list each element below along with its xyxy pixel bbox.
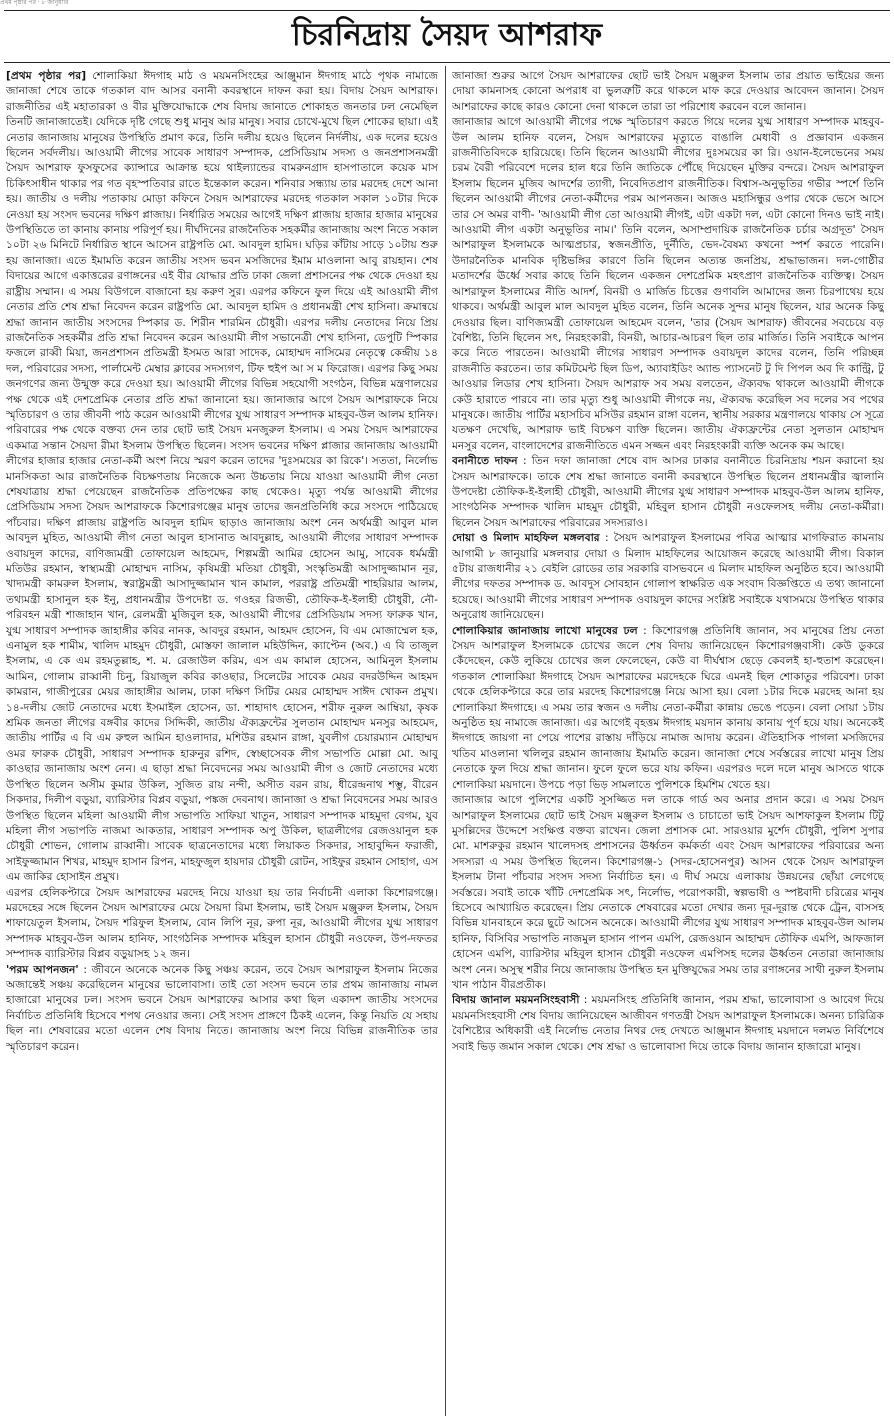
subheading: দোয়া ও মিলাদ মাহফিল মঙ্গলবার — [452, 531, 600, 545]
paragraph-text: জানাজা শুরুর আগে সৈয়দ আশরাফের ছোট ভাই সৈয়দ মঞ্জুরুল ইসলাম তার প্রয়াত ভাইয়ের জন্য দোয়া কামনাসহ কোনো অপরাধ বা ভুলত্রুটি করে থাকলে মাফ করে দেওয়ার আবেদন জানান। সৈয়দ আশরাফের কাছে কারও কোনো দেনা থাকলে তারা তা পরিশোধ করবেন বলে জানান। — [452, 69, 884, 113]
headline-rule — [4, 62, 890, 63]
paragraph — [6, 68, 438, 885]
paragraph-text: : সৈয়দ আশরাফুল ইসলামের পবিত্র আত্মার মাগফিরাত কামনায় আগামী ৮ জানুয়ারি মঙ্গলবার দোয়া ও মিলাদ মাহফিলের আয়োজন করেছে আওয়ামী লীগ। বিকাল ৫টায় রাজধানীর ২১ বেইলি রোডের তার সরকারি বাসভবনে এ মিলাদ মাহফিল অনুষ্ঠিত হবে। আওয়ামী লীগের দফতর সম্পাদক ড. আবদুস সোবহান গোলাপ স্বাক্ষরিত এক সংবাদ বিজ্ঞপ্তিতে এ তথ্য জানানো হয়েছে। আওয়ামী লীগের সাধারণ সম্পাদক ওবায়দুল কাদের সংশ্লিষ্ট সবাইকে যথাসময়ে উপস্থিত থাকার অনুরোধ জানিয়েছেন। — [452, 531, 884, 622]
paragraph — [6, 962, 438, 1054]
paragraph-text: : কিশোরগঞ্জ প্রতিনিধি জানান, সব মানুষের প্রিয় নেতা সৈয়দ আশরাফুল ইসলামকে চোখের জলে শেষ বিদায় জানিয়েছেন কিশোরগঞ্জবাসী। কেউ ডুকরে কেঁদেছেন, কেউ লুকিয়ে চোখের জল ফেলেছেন, কেউ বা দীর্ঘশ্বাস ছেড়ে কেবলই হা-হুতাশ করেছেন। গতকাল শোলাকিয়া ঈদগাহে সৈয়দ আশরাফের মরদেহকে ঘিরে এমনই ছিল শোকাতুর পরিবেশ। ঢাকা থেকে হেলিকপ্টারে করে তার মরদেহ কিশোরগঞ্জে নিয়ে আসা হয়। বেলা ১টার দিকে মরদেহ আনা হয় শোলাকিয়া ঈদগাহে। এ সময় তার স্বজন ও দলীয় নেতা-কর্মীরা কান্নায় ভেঙে পড়েন। বেলা সোয়া ১টায় অনুষ্ঠিত হয় নামাজে জানাজা। এর আগেই বৃহত্তম ঈদগাহ ময়দান কানায় কানায় পূর্ণ হয়ে যায়। অনেকেই ঈদগাহে জায়গা না পেয়ে পাশের রাস্তায় দাঁড়িয়ে নামাজ আদায় করেন। ঐতিহাসিক পাগলা মসজিদের খতিব মাওলানা খলিলুর রহমান জানাজায় ইমামতি করেন। জানাজা শেষে সর্বস্তরের লাখো মানুষ প্রিয় নেতাকে ফুল দিয়ে শ্রদ্ধা জানান। ফুলে ফুলে ভরে যায় কফিন। এরপরও দলে দলে মানুষ আসতে থাকে শোলাকিয়া ময়দানে। উপচে পড়া ভিড় সামলাতে পুলিশকে হিমশিম খেতে হয়। — [452, 623, 884, 791]
paragraph-text: এরপর হেলিকপ্টারে সৈয়দ আশরাফের মরদেহ নিয়ে যাওয়া হয় তার নির্বাচনী এলাকা কিশোরগঞ্জে। মরদেহের সঙ্গে ছিলেন সৈয়দ আশরাফের মেয়ে সৈয়দা রিমা ইসলাম, ভাই সৈয়দ মঞ্জুরুল ইসলাম, সৈয়দ শাফায়েতুল ইসলাম, সৈয়দ শরিফুল ইসলাম, বোন লিপি নূর, রুপা নূর, আওয়ামী লীগের যুগ্ম সাধারণ সম্পাদক মাহবুব-উল আলম হানিফ, সাংগঠনিক সম্পাদক মহিবুল হাসান চৌধুরী নওফেল, উপ-দফতর সম্পাদক ব্যারিস্টার বিপ্লব বড়ুয়াসহ ১২ জন। — [6, 885, 438, 961]
paragraph-text: : ময়মনসিংহ প্রতিনিধি জানান, পরম শ্রদ্ধা, ভালোবাসা ও আবেগ দিয়ে ময়মনসিংহবাসী শেষ বিদায় জানিয়েছেন আজীবন গণতন্ত্রী সৈয়দ আশরাফুল ইসলামকে। অনন্য চারিত্রিক বৈশিষ্ট্যের অধিকারী এই নির্লোভ নেতার নিথর দেহ দেখতে আঞ্জুমান ঈদগাহ ময়দানে দলমত নির্বিশেষে সবাই ভিড় জমান সকাল থেকে। শেষ শ্রদ্ধা ও ভালোবাসা দিয়ে তাকে বিদায় জানান হাজারো মানুষ। — [452, 993, 884, 1053]
top-rule — [4, 10, 890, 11]
top-strip: প্রথম পৃষ্ঠার পর · ৮ জানুয়ারি — [0, 0, 69, 6]
subheading: বিদায় জানাল ময়মনসিংহবাসী — [452, 993, 580, 1007]
article-column-left — [6, 68, 438, 1414]
headline: চিরনিদ্রায় সৈয়দ আশরাফ — [291, 17, 603, 53]
subheading: বনানীতে দাফন — [452, 454, 518, 468]
paragraph — [452, 453, 884, 530]
paragraph-text: জানাজার আগে পুলিশের একটি সুসজ্জিত দল তাকে গার্ড অব অনার প্রদান করে। এ সময় সৈয়দ আশরাফুল ইসলামের ছোট ভাই সৈয়দ মঞ্জুরুল ইসলাম ও চাচাতো ভাই সৈয়দ আশফাকুল ইসলাম টিটু মুসল্লিদের উদ্দেশে সংক্ষিপ্ত বক্তব্য রাখেন। জেলা প্রশাসক মো. সারওয়ার মুর্শেদ চৌধুরী, পুলিশ সুপার মো. মাশরুকুর রহমান খালেদসহ প্রশাসনের ঊর্ধ্বতন কর্মকর্তা এবং সৈয়দ আশরাফের পরিবারের অন্য সদস্যরা এ সময় উপস্থিত ছিলেন। কিশোরগঞ্জ-১ (সদর-হোসেনপুর) আসন থেকে সৈয়দ আশরাফুল ইসলাম টানা পাঁচবার সংসদ সদস্য নির্বাচিত হন। এ দীর্ঘ সময়ে এলাকায় উন্নয়নের ছোঁয়া লেগেছে সর্বস্তরে। সবাই তাকে খাঁটি দেশপ্রেমিক সৎ, নির্লোভ, পরোপকারী, স্বল্পভাষী ও স্পষ্টবাদী চরিত্রের মানুষ হিসেবে আখ্যায়িত করেছেন। প্রিয় নেতাকে শেষবারের মতো দেখার জন্য দূর-দূরান্ত থেকে ট্রেন, বাসসহ বিভিন্ন যানবাহনে করে ছুটে আসেন অনেকে। আওয়ামী লীগের যুগ্ম সাধারণ সম্পাদক মাহবুব-উল আলম হানিফ, বিসিবির সভাপতি নাজমুল হাসান পাপন এমপি, রেজওয়ান আহাম্মদ তৌফিক এমপি, আফজাল হোসেন এমপি, ব্যারিস্টার মহিবুল হাসান চৌধুরী নওফেল এমপিসহ দলের ঊর্ধ্বতন নেতারা জানাজায় অংশ নেন। অসুস্থ শরীর নিয়ে জানাজায় উপস্থিত হন মুক্তিযুদ্ধের সময় তার রণাঙ্গনের সাথী নুরুল ইসলাম খান পাঠান বীরপ্রতীক। — [452, 793, 884, 991]
paragraph — [6, 885, 438, 962]
paragraph-text: শোলাকিয়া ঈদগাহ মাঠ ও ময়মনসিংহের আঞ্জুমান ঈদগাহ মাঠে পৃথক নামাজে জানাজা শেষে তাকে গতকাল বাদ আসর বনানী কবরস্থানে দাফন করা হয়। বিদায় সৈয়দ আশরাফ। রাজনীতির এই মহাতারকা ও বীর মুক্তিযোদ্ধাকে শেষ বিদায় জানাতে শোকাহত জনতার ঢল নেমেছিল তিনটি জানাজাতেই। যেদিকে দৃষ্টি গেছে শুধু মানুষ আর মানুষ। সবার চোখে-মুখে ছিল শোকের ছায়া। এই নেতার জানাজায় মানুষের উপস্থিতি প্রমাণ করে, তিনি দলীয় হয়েও ছিলেন নির্দলীয়, এক দলের হয়েও ছিলেন সর্বদলীয়। আওয়ামী লীগের সাবেক সাধারণ সম্পাদক, প্রেসিডিয়াম সদস্য ও জনপ্রশাসনমন্ত্রী সৈয়দ আশরাফ ফুসফুসের ক্যান্সারে আক্রান্ত হয়ে থাইল্যান্ডের বামরুনগ্রাদ হাসপাতালে কয়েক মাস চিকিৎসাধীন থাকার পর গত বৃহস্পতিবার রাতে ইন্তেকাল করেন। শনিবার সন্ধ্যায় তার মরদেহ দেশে আনা হয়। জাতীয় ও দলীয় পতাকায় মোড়া কফিনে সৈয়দ আশরাফের মরদেহ গতকাল সকাল ১০টার দিকে নেওয়া হয় সংসদ ভবনের দক্ষিণ প্লাজায়। নির্ধারিত সময়ের আগেই দক্ষিণ প্লাজায় হাজার হাজার মানুষের উপস্থিতিতে তা কানায় কানায় পরিপূর্ণ হয়। দীর্ঘদিনের রাজনৈতিক সহকর্মীর জানাজায় অংশ নিতে সকাল ১০টা ২৬ মিনিটে নির্ধারিত স্থানে আসেন রাষ্ট্রপতি মো. আবদুল হামিদ। ঘড়ির কাঁটায় সাড়ে ১০টায় শুরু হয় জানাজা। এতে ইমামতি করেন জাতীয় সংসদ ভবন মসজিদের ইমাম মাওলানা আবু রায়হান। শেষ বিদায়ের আগে একাত্তরের রণাঙ্গনের এই বীর যোদ্ধার প্রতি ঢাকা জেলা প্রশাসনের পক্ষ থেকে দেওয়া হয় রাষ্ট্রীয় সম্মান। এ সময় বিউগলে বাজানো হয় করুণ সুর। এরপর কফিনে ফুল দিয়ে এই আওয়ামী লীগ নেতার প্রতি শেষ শ্রদ্ধা নিবেদন করেন রাষ্ট্রপতি মো. আবদুল হামিদ ও প্রধানমন্ত্রী শেখ হাসিনা। ক্রমান্বয়ে শ্রদ্ধা জানান জাতীয় সংসদের স্পিকার ড. শিরীন শারমিন চৌধুরী। এরপর দলীয় নেতাদের নিয়ে প্রিয় রাজনৈতিক সহকর্মীর প্রতি শ্রদ্ধা নিবেদন করেন আওয়ামী লীগ সভানেত্রী শেখ হাসিনা, ডেপুটি স্পিকার ফজলে রাব্বী মিয়া, জনপ্রশাসন প্রতিমন্ত্রী ইসমত আরা সাদেক, মোহাম্মদ নাসিমের নেতৃত্বে কেন্দ্রীয় ১৪ দল, পরিবারের সদস্য, পার্লামেন্ট মেম্বার ক্লাবের সদস্যগণ, টিফ হুইপ আ স ম ফিরোজ। এরপর কিছু সময় জনগণের জন্য উন্মুক্ত করে দেওয়া হয়। আওয়ামী লীগের বিভিন্ন সহযোগী সংগঠন, বিভিন্ন মন্ত্রণালয়ের পক্ষ থেকে এই দেশপ্রেমিক নেতার প্রতি শ্রদ্ধা জানানো হয়। জানাজার আগে সৈয়দ আশরাফকে নিয়ে স্মৃতিচারণ ও তার জীবনী পাঠ করেন আওয়ামী লীগের যুগ্ম সাধারণ সম্পাদক মাহবুব-উল আলম হানিফ। পরিবারের পক্ষ থেকে বক্তব্য দেন তার ছোট ভাই সৈয়দ মনজুরুল ইসলাম। এ সময় সৈয়দ আশরাফের একমাত্র সন্তান সৈয়দা রীমা ইসলাম উপস্থিত ছিলেন। সংসদ ভবনের দক্ষিণ প্লাজার জানাজায় আওয়ামী লীগের হাজার হাজার নেতা-কর্মী অংশ নিয়ে স্মরণ করেন তাদের 'দুঃসময়ের কা রিকে'। সততা, নির্লোভ মানসিকতা আর রাজনৈতিক বিচক্ষণতায় নিজেকে অন্য উচ্চতায় নিয়ে যাওয়া আওয়ামী লীগ নেতা শেষযাত্রায় শ্রদ্ধা পেয়েছেন রাজনৈতিক প্রতিপক্ষের কাছ থেকেও। মৃত্যু পর্যন্ত আওয়ামী লীগের প্রেসিডিয়াম সদস্য সৈয়দ আশরাফকে কিশোরগঞ্জের মানুষ তাদের জনপ্রতিনিধি করে সংসদে পাঠিয়েছে পাঁচবার। দক্ষিণ প্লাজায় রাষ্ট্রপতি আবদুল হামিদ ছাড়াও জানাজায় অংশ নেন অর্থমন্ত্রী আবুল মাল আবদুল মুহিত, আওয়ামী লীগ নেতা আবুল হাসানাত আবদুল্লাহ, আওয়ামী লীগের সাধারণ সম্পাদক ওবায়দুল কাদের, বাণিজ্যমন্ত্রী তোফায়েল আহমেদ, শিল্পমন্ত্রী আমির হোসেন আমু, সাবেক ধর্মমন্ত্রী মতিউর রহমান, স্বাস্থ্যমন্ত্রী মোহাম্মদ নাসিম, কৃষিমন্ত্রী মতিয়া চৌধুরী, সংস্কৃতিমন্ত্রী আসাদুজ্জামান নূর, খাদ্যমন্ত্রী কামরুল ইসলাম, স্বরাষ্ট্রমন্ত্রী আসাদুজ্জামান খান কামাল, পররাষ্ট্র প্রতিমন্ত্রী শাহরিয়ার আলম, তথ্যমন্ত্রী হাসানুল হক ইনু, প্রধানমন্ত্রীর উপদেষ্টা ড. গওহর রিজভী, তৌফিক-ই-ইলাহী চৌধুরী, নৌ-পরিবহন মন্ত্রী শাজাহান খান, রেলমন্ত্রী মুজিবুল হক, আওয়ামী লীগের প্রেসিডিয়াম সদস্য ফারুক খান, যুগ্ম সাধারণ সম্পাদক জাহাঙ্গীর কবির নানক, আবদুর রহমান, আহমদ হোসেন, বি এম মোজাম্মেল হক, এনামুল হক শামীম, খালিদ মাহমুদ চৌধুরী, মোস্তফা জালাল মহিউদ্দিন, ক্যাপ্টেন (অব.) এ বি তাজুল ইসলাম, এ কে এম রহমতুল্লাহ, শ. ম. রেজাউল করিম, এস এম কামাল হোসেন, আমিনুল ইসলাম আমিন, গোলাম রাব্বানী চিনু, রিয়াজুল কবির কাওছার, সিলেটের সাবেক মেয়র বদরউদ্দিন আহমদ কামরান, গাজীপুরের মেয়র জাহাঙ্গীর আলম, ঢাকা দক্ষিণ সিটির মেয়র মোহাম্মদ সাঈদ খোকন প্রমুখ। ১৪-দলীয় জোট নেতাদের মধ্যে ইসমাইল হোসেন, ডা. শাহাদাৎ হোসেন, শরীফ নুরুল আম্বিয়া, কৃষক শ্রমিক জনতা লীগের বঙ্গবীর কাদের সিদ্দিকী, জাতীয় ঐক্যফ্রন্টের সুলতান মোহাম্মদ মনসুর আহমেদ, জাতীয় পার্টির এ বি এম রুহুল আমিন হাওলাদার, মশিউর রহমান রাঙ্গা, যুবলীগ চেয়ারম্যান মোহাম্মদ ওমর ফারুক চৌধুরী, সাধারণ সম্পাদক হারুনুর রশিদ, স্বেচ্ছাসেবক লীগ সভাপতি মোল্লা মো. আবু কাওছার জানাজায় অংশ নেন। এ ছাড়া শ্রদ্ধা নিবেদনের সময় আওয়ামী লীগ ও জোট নেতাদের মধ্যে উপস্থিত ছিলেন অসীম কুমার উকিল, সুজিত রায় নন্দী, অসীত বরন রায়, ধীরেন্দ্রনাথ শম্ভু, বীরেন সিকদার, দিলীপ বড়ুয়া, ব্যারিস্টার বিপ্লব বড়ুয়া, পঙ্কজ দেবনাথ। জানাজা ও শ্রদ্ধা নিবেদনের সময় আরও উপস্থিত ছিলেন মহিলা আওয়ামী লীগ সভাপতি সাফিয়া খাতুন, সাধারণ সম্পাদক মাহমুদা বেগম, যুব মহিলা লীগ সভাপতি নাজমা আকতার, সাধারণ সম্পাদক অপু উকিল, ছাত্রলীগের রেজওয়ানুল হক চৌধুরী শোভন, গোলাম রাব্বানী। সাবেক ছাত্রনেতাদের মধ্যে লিয়াকত সিকদার, সাহাবুদ্দিন ফরাজী, সাইফুজ্জামান শিখর, মাহমুদ হাসান রিপন, মাহফুজুল হায়দার চৌধুরী রোটন, সাইফুর রহমান সোহাগ, এস এম জাকির হোসাইন প্রমুখ। — [6, 69, 438, 884]
paragraph-text: জানাজার আগে আওয়ামী লীগের পক্ষে স্মৃতিচারণ করতে গিয়ে দলের যুগ্ম সাধারণ সম্পাদক মাহবুব-উল আলম হানিফ বলেন, সৈয়দ আশরাফের মৃত্যুতে বাঙালি মেধাবী ও প্রজ্ঞাবান একজন রাজনীতিবিদকে হারিয়েছে। তিনি ছিলেন আওয়ামী লীগের দুঃসময়ের কা রি। ওয়ান-ইলেভেনের সময় চরম বৈরী পরিবেশে দলের হাল ধরে তিনি জাতিকে পৌঁছে দিয়েছেন মুক্তির বন্দরে। সৈয়দ আশরাফুল ইসলাম ছিলেন মুজিব আদর্শের ত্যাগী, নিবেদিতপ্রাণ রাজনীতিক। বিশ্বাস-অনুভূতির গভীর স্পর্শে তিনি ছিলেন আওয়ামী লীগের নেতা-কর্মীদের পরম আপনজন। আজও মহাসিন্ধুর ওপার থেকে ভেসে আসে তার সে অমর বাণী- 'আওয়ামী লীগ তো আওয়ামী লীগই, এটা একটা দল, এটা কোনো দিনও ভাই নাই। আওয়ামী লীগ একটা অনুভূতির নাম।' তিনি বলেন, অসাম্প্রদায়িক রাজনৈতিক চর্চার অগ্রদূত' সৈয়দ আশরাফুল ইসলামকে আত্মপ্রচার, স্বজনপ্রীতি, দুর্নীতি, ভেদ-বৈষম্য কখনো স্পর্শ করতে পারেনি। উদারনৈতিক মানবিক দৃষ্টিভঙ্গির কারণে তিনি ছিলেন অত্যন্ত জনপ্রিয়, শ্রদ্ধাভাজন। দল-গোষ্ঠীর মতাদর্শের ঊর্ধ্বে সবার কাছে তিনি ছিলেন একজন দেশপ্রেমিক মহৎপ্রাণ রাজনৈতিক ব্যক্তিত্ব। সৈয়দ আশরাফুল ইসলামের নীতি আদর্শ, বিনয়ী ও মার্জিত চিত্তের গুণাবলি আমাদের জন্য চিরপাথেয় হয়ে থাকবে। অর্থমন্ত্রী আবুল মাল আবদুল মুহিত বলেন, তিনি অনেক সুন্দর মানুষ ছিলেন, যার অনেক কিছু দেওয়ার ছিল। বাণিজ্যমন্ত্রী তোফায়েল আহমেদ বলেন, 'তার (সৈয়দ আশরাফ) জীবনের সবচেয়ে বড় বৈশিষ্ট্য, তিনি ছিলেন সৎ, নিরহংকারী, বিনয়ী, আচার-আচরণ ছিল তার মার্জিত। তিনি সবাইকে আপন করে নিতে পারতেন। আওয়ামী লীগের সাধারণ সম্পাদক ওবায়দুল কাদের বলেন, তিনি পরিচ্ছন্ন রাজনীতি করতেন। তার কমিটমেন্ট ছিল ডিপ, অ্যাবাইডিং অ্যান্ড প্যাসনেট টু দি পিপল অব দি কান্ট্রি, টু আওয়ার লিডার শেখ হাসিনা। সৈয়দ আশরাফ সব সময় বলতেন, ঐক্যবদ্ধ থাকলে আওয়ামী লীগকে কেউ হারাতে পারবে না। তার মৃত্যু শুধু আওয়ামী লীগকে নয়, ঐক্যবদ্ধ করেছিল সব দলের সব পথের মানুষকে। জাতীয় পার্টির মহাসচিব মসিউর রহমান রাঙ্গা বলেন, স্থানীয় সরকার মন্ত্রণালয়ে থাকায় সে সূত্রে যতক্ষণ দেখেছি, আশরাফ ভাই বিচক্ষণ ব্যক্তি ছিলেন। জাতীয় ঐক্যফ্রন্টের নেতা সুলতান মোহাম্মদ মনসুর বলেন, বাংলাদেশের রাজনীতিতে এমন সজ্জন এবং নিরহংকারী ব্যক্তি অনেক কম আছে। — [452, 115, 884, 452]
paragraph — [452, 68, 884, 114]
subheading: 'পরম আপনজন' — [6, 962, 79, 976]
paragraph — [452, 792, 884, 992]
paragraph-text: : তিন দফা জানাজা শেষে বাদ আসর ঢাকার বনানীতে চিরনিদ্রায় শয়ন করানো হয় সৈয়দ আশরাফকে। তাকে শেষ শ্রদ্ধা জানাতে বনানী কবরস্থানে উপস্থিত ছিলেন প্রধানমন্ত্রীর জ্বালানি উপদেষ্টা তৌফিক-ই-ইলাহী চৌধুরী, আওয়ামী লীগের যুগ্ম সাধারণ সম্পাদক মাহবুব-উল আলম হানিফ, সাংগঠনিক সম্পাদক খালিদ মাহমুদ চৌধুরী, মহিবুল হাসান চৌধুরী নওফেলসহ দলীয় নেতা-কর্মীরা। ছিলেন সৈয়দ আশরাফের পরিবারের সদস্যরাও। — [452, 454, 884, 529]
paragraph-text: : জীবনে অনেকে অনেক কিছু সঞ্চয় করেন, তবে সৈয়দ আশরাফুল ইসলাম নিজের অজান্তেই সঞ্চয় করেছিলেন মানুষের ভালোবাসা। তাই তো সংসদ ভবনে তার প্রথম জানাজায় নামল হাজারো মানুষের ঢল। সংসদ ভবনে সৈয়দ আশরাফের আসার কথা ছিল একাদশ জাতীয় সংসদের নির্বাচিত প্রতিনিধি হিসেবে শপথ নেওয়ার জন্য। সেই সংসদ প্রাঙ্গণে ঠিকই এলেন, কিন্তু নিয়তি যে সহায় ছিল না। শেষবারের মতো এলেন শেষ বিদায় নিতে। জানাজায় অংশ নিয়ে বিভিন্ন রাজনীতিক তার স্মৃতিচারণ করেন। — [6, 962, 438, 1053]
paragraph — [452, 992, 884, 1054]
paragraph-lead: [প্রথম পৃষ্ঠার পর] — [6, 69, 87, 82]
paragraph — [452, 530, 884, 622]
paragraph — [452, 114, 884, 453]
article-column-right — [452, 68, 884, 1414]
column-divider — [445, 66, 446, 1416]
paragraph — [452, 623, 884, 792]
subheading: শোলাকিয়ার জানাজায় লাখো মানুষের ঢল — [452, 623, 638, 637]
